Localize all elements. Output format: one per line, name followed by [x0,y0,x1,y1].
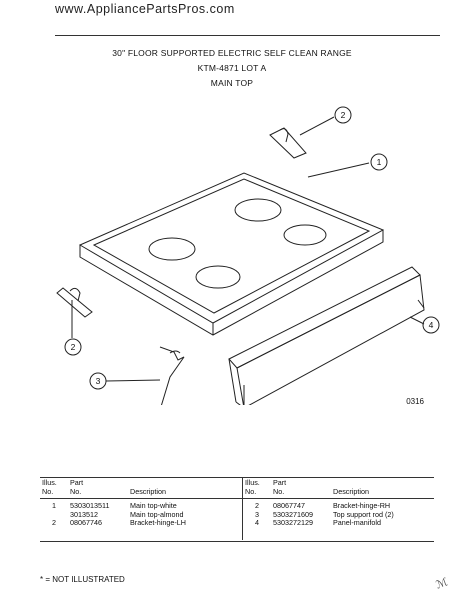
table-frame [40,477,434,542]
callout-2-left [65,339,81,355]
part-cell: 5303271609 [273,509,313,519]
leader-4 [410,317,424,324]
callout-3-label: 3 [95,376,101,386]
illus-cell: 2 [52,518,56,527]
footnote: * = NOT ILLUSTRATED [40,575,125,584]
hinge-bracket-lh [57,288,92,338]
callout-2-left-label: 2 [70,342,76,352]
description-cell: Bracket-hinge-LH [130,518,186,527]
header-description: Description [130,487,166,496]
figure-number: 0316 [406,397,424,406]
part-cell: 5303013511 [70,501,110,510]
illus-cell: 3 [243,511,272,520]
illus-cell: 1 [52,501,56,510]
callout-1-label: 1 [376,157,382,167]
burner-opening [284,225,326,245]
illus-cell: 2 [243,499,272,511]
callout-2-top-label: 2 [340,110,346,120]
leader-1 [308,163,369,177]
hinge-bracket-rh [270,117,334,158]
main-top-part [80,173,383,335]
burner-opening [196,266,240,288]
model-lot: KTM-4871 LOT A [197,63,267,73]
callout-4 [423,317,439,333]
description-cell: Panel-manifold [333,518,381,527]
header-part-no: Part No. [273,478,287,496]
header-rule [55,35,440,36]
handwritten-mark: ℳ [434,576,450,592]
panel-manifold [229,267,424,405]
header-part-no: Part No. [70,478,84,496]
part-cell: 5303272129 [273,518,313,527]
page-title: 30" FLOOR SUPPORTED ELECTRIC SELF CLEAN RANGE [112,48,352,58]
description-cell: Top support rod (2) [333,509,394,519]
section-title: MAIN TOP [210,78,254,88]
burner-opening [149,238,195,260]
callout-4-label: 4 [428,320,434,330]
part-cell: 3013512 [70,509,98,519]
exploded-diagram [0,95,464,405]
watermark: www.AppliancePartsPros.com [55,2,235,16]
callout-3 [90,373,106,389]
header-illus-no: Illus. No. [243,478,272,499]
callout-1 [371,154,387,170]
burner-opening [235,199,281,221]
description-cell: Main top-almond [130,509,184,519]
header-description: Description [333,487,369,496]
top-support-rod [106,347,184,405]
description-cell: Main top-white [130,501,177,510]
callout-2-top [335,107,351,123]
header-illus-no: Illus. No. [42,478,57,496]
part-cell: 08067747 [273,501,305,510]
description-cell: Bracket-hinge-RH [333,501,391,510]
illus-cell: 4 [243,519,272,540]
part-cell: 08067746 [70,518,102,527]
